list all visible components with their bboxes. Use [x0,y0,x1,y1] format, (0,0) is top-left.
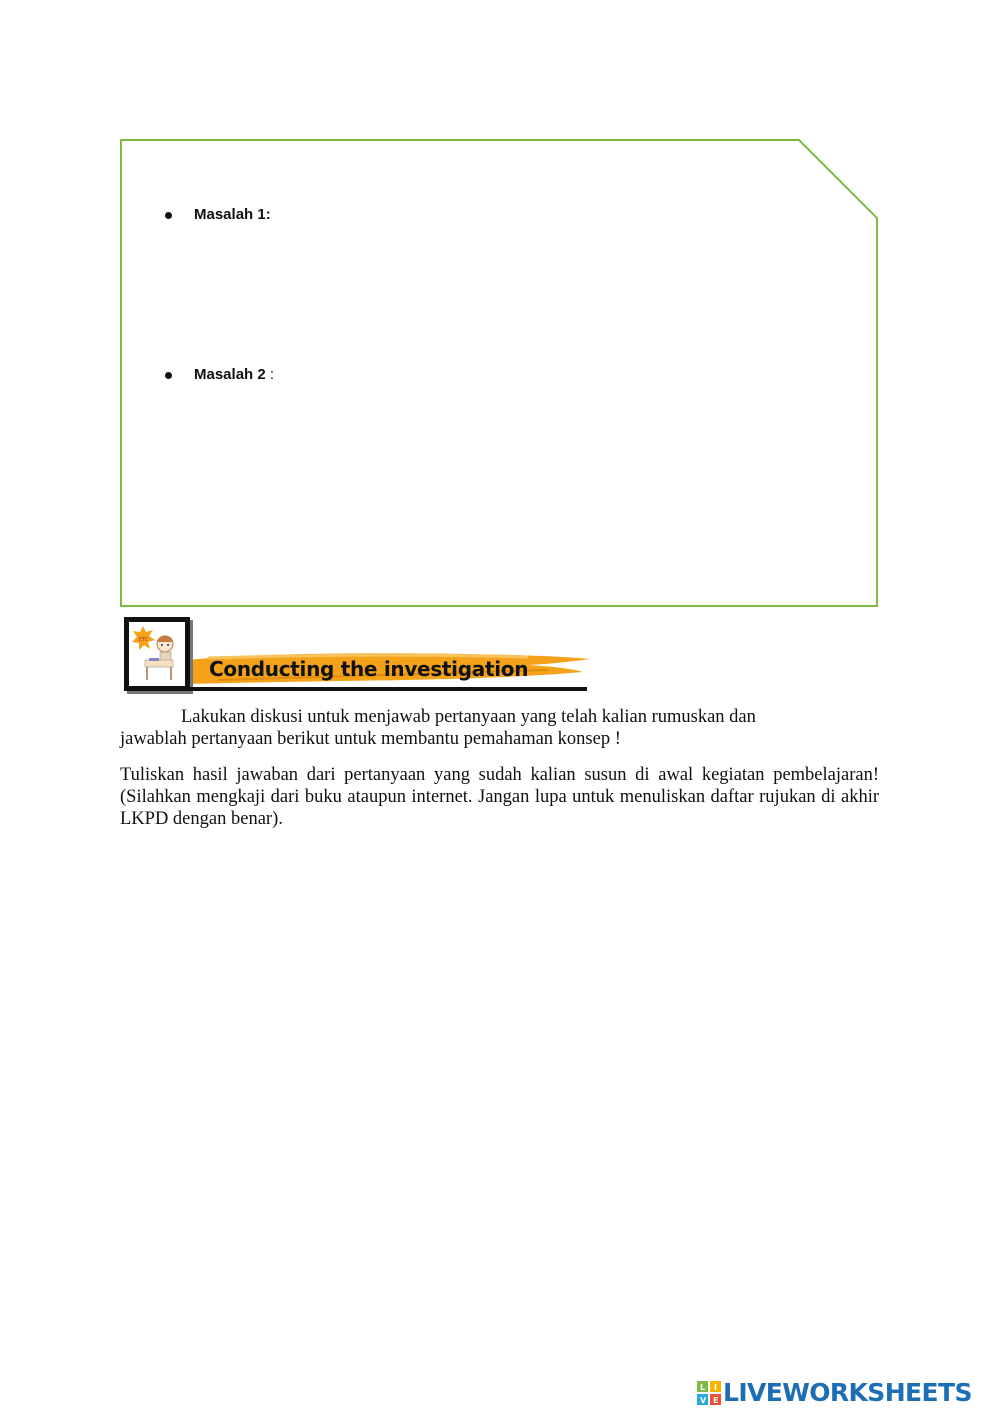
svg-text:ETC: ETC [139,637,149,643]
section-title: Conducting the investigation [209,657,529,681]
svg-text:I: I [714,1383,717,1392]
student-studying-icon [124,617,190,691]
instruction-line-2: jawablah pertanyaan berikut untuk membantu pemahaman konsep ! [120,729,621,749]
section-header [124,617,594,699]
title-underline [190,687,587,691]
task-paragraph: Tuliskan hasil jawaban dari pertanyaan yang sudah kalian susun di awal kegiatan pembelajaran! (Silahkan mengkaji dari buku ataupun internet. Jangan lupa untuk menuliskan daftar rujukan di akhir LKPD dengan benar). [120,765,879,829]
instruction-paragraph [120,706,879,750]
logo-text: LIVEWORKSHEETS [723,1378,972,1407]
svg-text:V: V [700,1396,707,1405]
bullet-icon [165,212,172,219]
svg-text:L: L [700,1383,706,1392]
problem-2-label: Masalah 2 : [194,366,275,383]
bullet-icon [165,372,172,379]
instruction-line-1: Lakukan diskusi untuk menjawab pertanyaan yang telah kalian rumuskan dan [181,707,756,727]
logo-squares-icon [697,1381,721,1405]
problem-1-label: Masalah 1: [194,206,271,223]
svg-text:E: E [713,1396,719,1405]
